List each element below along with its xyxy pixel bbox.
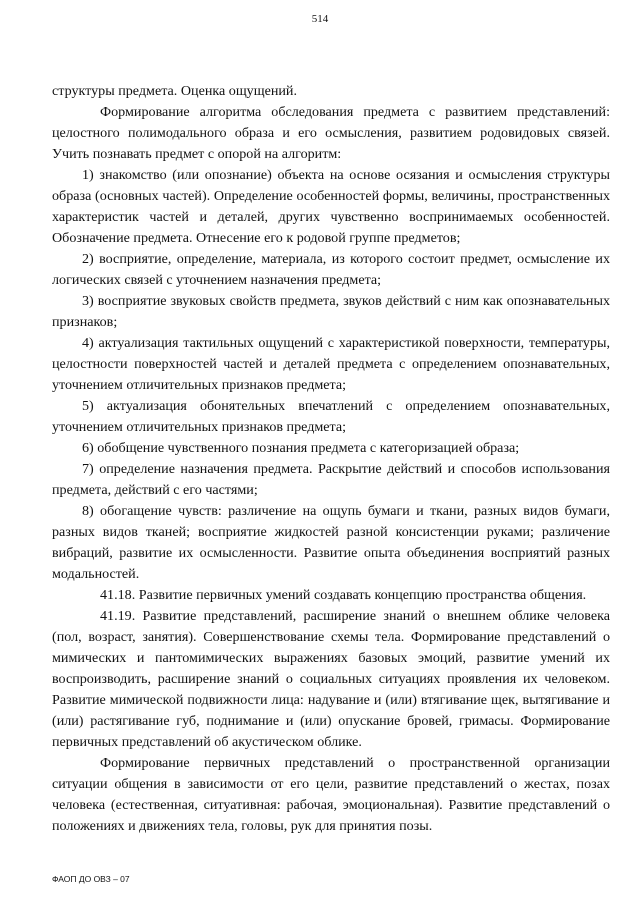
paragraph: Формирование алгоритма обследования предмета с развитием представлений: целостного полимодального образа и его осмысления, развитием родовидовых связей. Учить познавать предмет с опорой на алгоритм: bbox=[52, 104, 610, 162]
list-item: 6) обобщение чувственного познания предмета с категоризацией образа; bbox=[82, 440, 520, 456]
paragraph: структуры предмета. Оценка ощущений. bbox=[52, 83, 297, 99]
list-item: 1) знакомство (или опознание) объекта на основе осязания и осмысления структуры образа (основных частей). Определение особенностей формы, величины, пространственных характеристик частей и деталей, других чувственно воспринимаемых особенностей. Обозначение предмета. Отнесение его к родовой группе предметов; bbox=[52, 167, 610, 246]
list-item: 8) обогащение чувств: различение на ощупь бумаги и ткани, разных видов бумаги, разных видов тканей; восприятие жидкостей разной консистенции руками; различение вибраций, развитие их осмысленности. Развитие опыта объединения восприятий разных модальностей. bbox=[52, 503, 610, 582]
document-footer: ФАОП ДО ОВЗ – 07 bbox=[52, 874, 130, 884]
list-item: 7) определение назначения предмета. Раскрытие действий и способов использования предмета, действий с его частями; bbox=[52, 461, 610, 498]
section-paragraph: 41.18. Развитие первичных умений создавать концепцию пространства общения. bbox=[100, 587, 587, 603]
section-paragraph: 41.19. Развитие представлений, расширение знаний о внешнем облике человека (пол, возраст, занятия). Совершенствование схемы тела. Формирование представлений о мимических и пантомимических выражениях базовых эмоций, развитие умений их воспроизводить, расширение знаний о социальных ситуациях проявления их человеком. Развитие мимической подвижности лица: надувание и (или) втягивание щек, вытягивание и (или) растягивание губ, поднимание и (или) опускание бровей, гримасы. Формирование первичных представлений об акустическом облике. bbox=[52, 608, 610, 750]
list-item: 5) актуализация обонятельных впечатлений с определением опознавательных, уточнением отличительных признаков предмета; bbox=[52, 398, 610, 435]
list-item: 3) восприятие звуковых свойств предмета, звуков действий с ним как опознавательных признаков; bbox=[52, 293, 610, 330]
page-body bbox=[52, 81, 610, 837]
list-item: 2) восприятие, определение, материала, из которого состоит предмет, осмысление их логических связей с уточнением назначения предмета; bbox=[52, 251, 610, 288]
page-number: 514 bbox=[311, 13, 329, 25]
list-item: 4) актуализация тактильных ощущений с характеристикой поверхности, температуры, целостности поверхностей частей и деталей предмета с определением опознавательных, уточнением отличительных признаков предмета; bbox=[52, 335, 610, 393]
paragraph: Формирование первичных представлений о пространственной организации ситуации общения в зависимости от его цели, развитие представлений о жестах, позах человека (естественная, ситуативная: рабочая, эмоциональная). Развитие представлений о положениях и движениях тела, головы, рук для принятия позы. bbox=[52, 755, 610, 834]
